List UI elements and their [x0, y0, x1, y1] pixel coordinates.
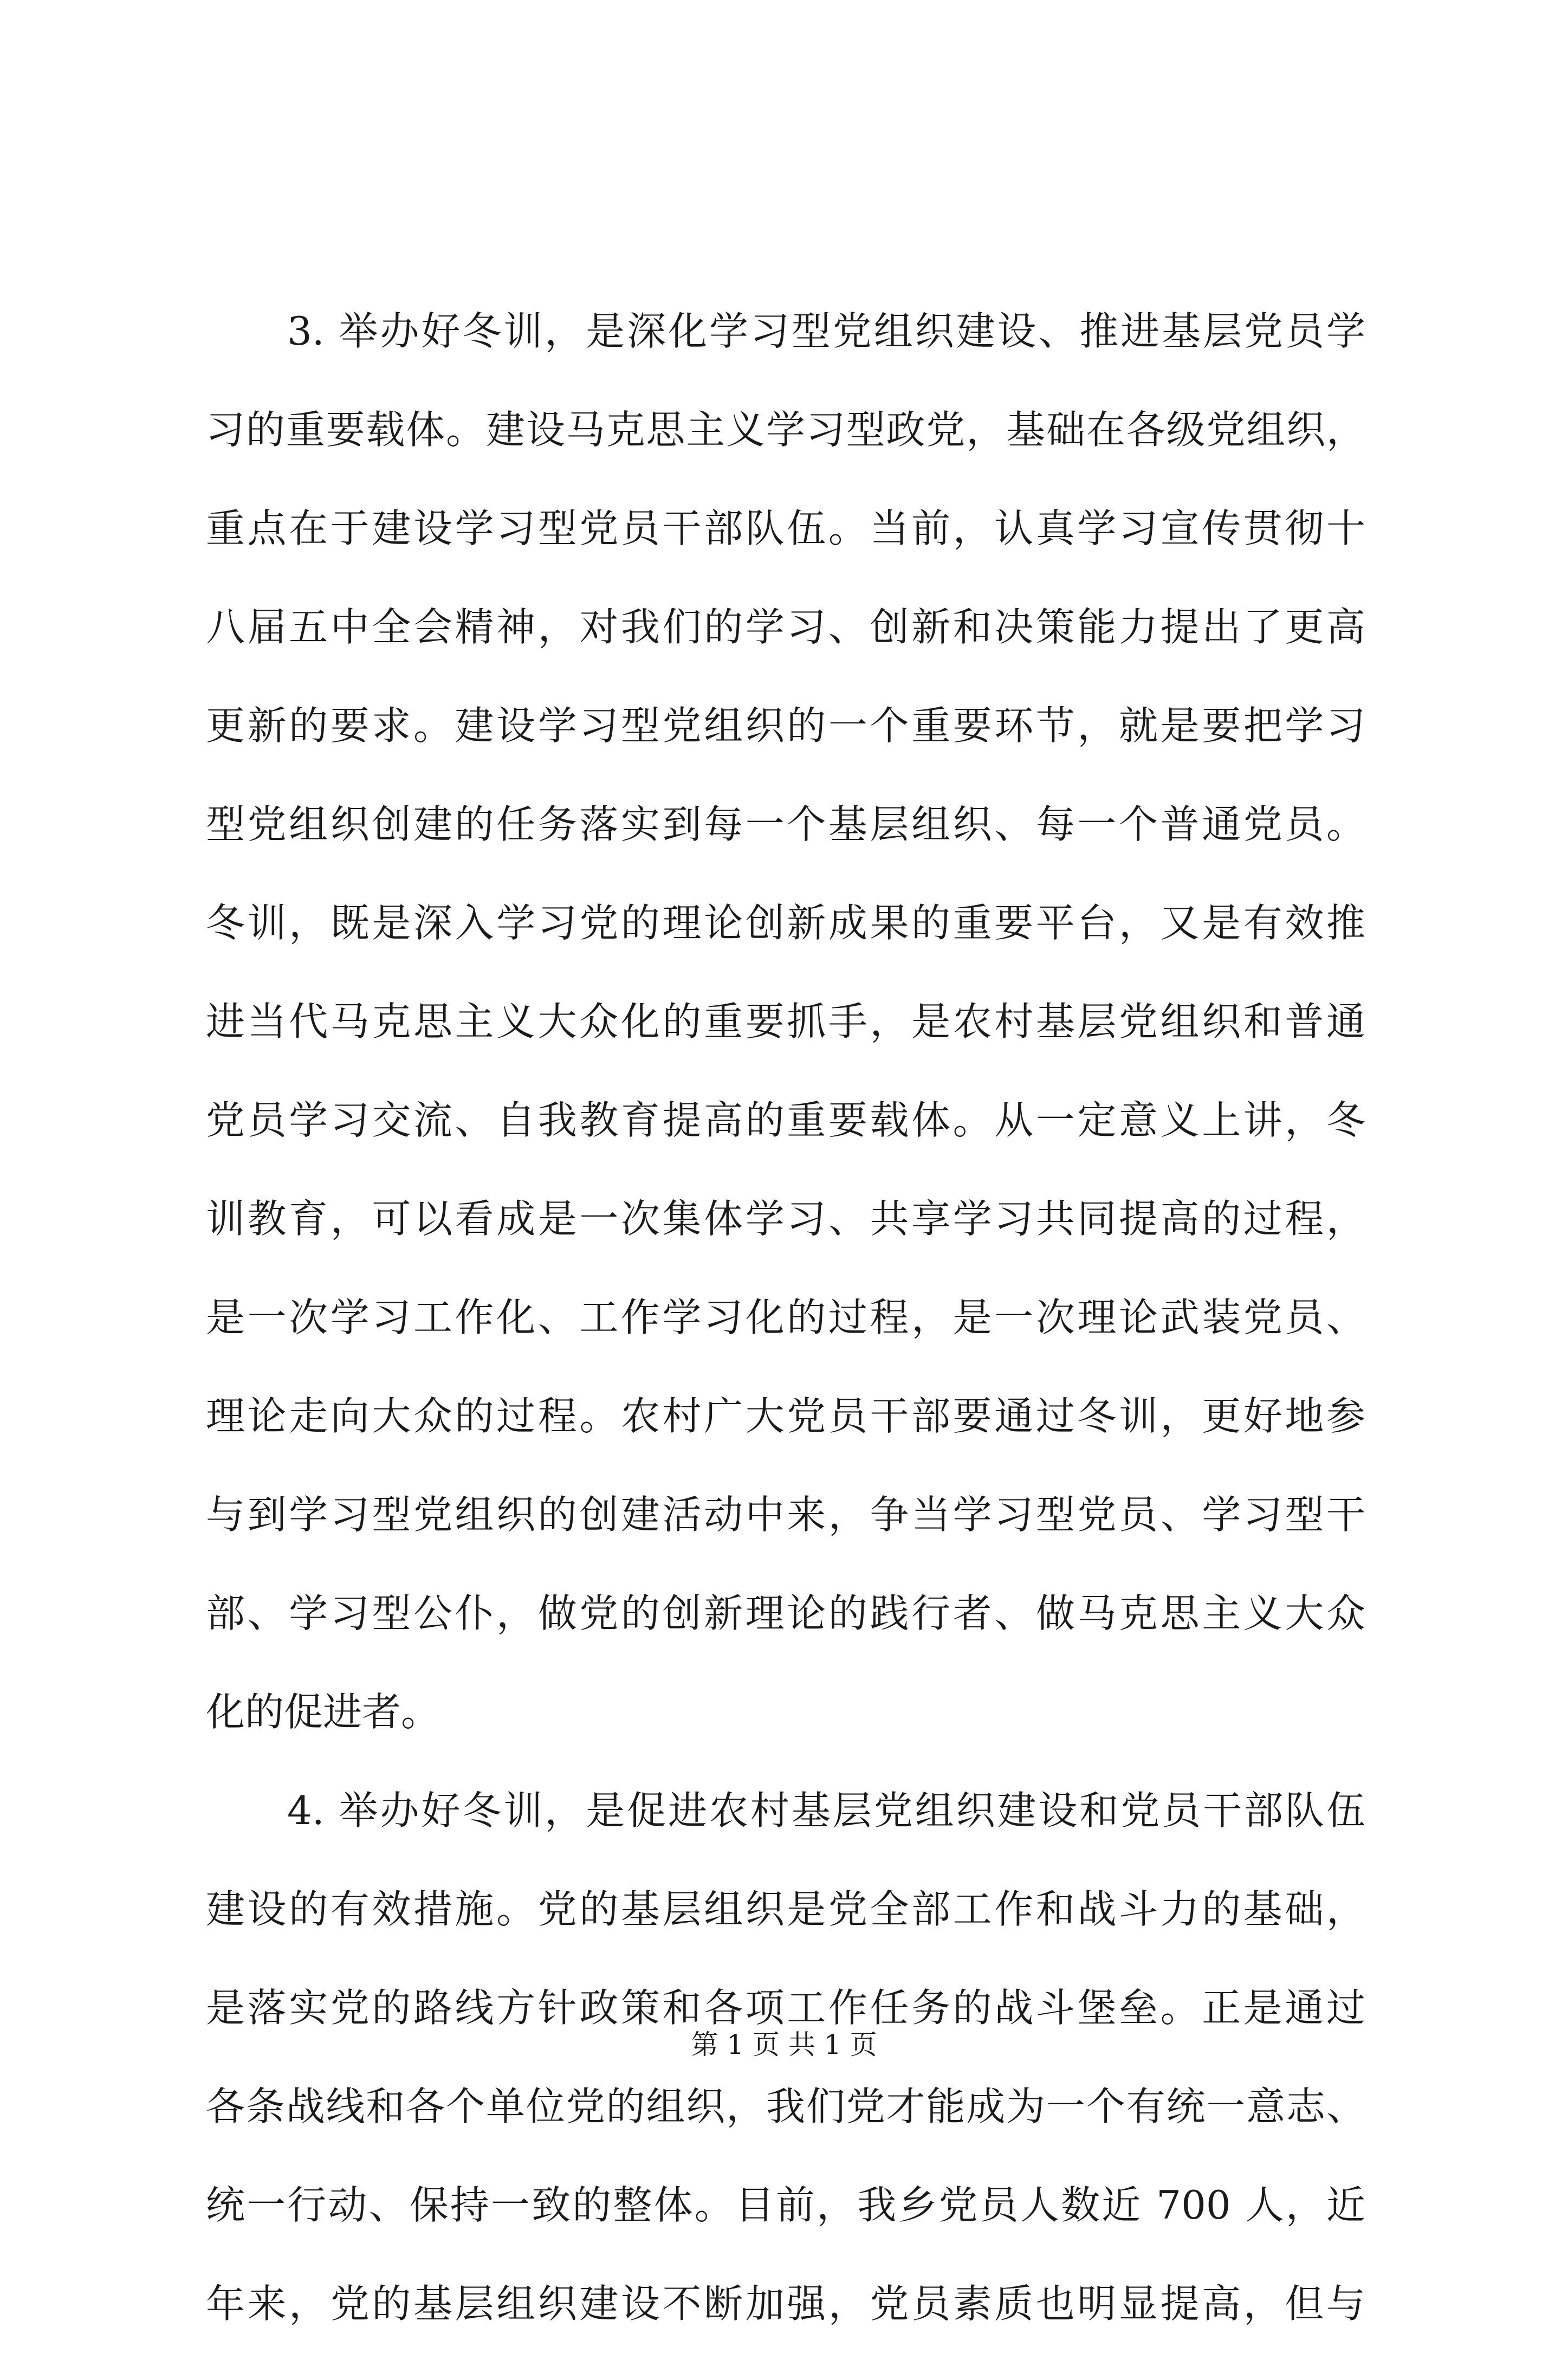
text-line: 重点在于建设学习型党员干部队伍。当前，认真学习宣传贯彻十 — [206, 506, 1365, 551]
text-line: 更新的要求。建设学习型党组织的一个重要环节，就是要把学习 — [206, 703, 1365, 748]
text-line: 统一行动、保持一致的整体。目前，我乡党员人数近 700 人，近 — [206, 2182, 1365, 2228]
text-line: 部、学习型公仆，做党的创新理论的践行者、做马克思主义大众 — [206, 1591, 1365, 1636]
text-line: 训教育，可以看成是一次集体学习、共享学习共同提高的过程， — [206, 1196, 1365, 1242]
text-line: 年来，党的基层组织建设不断加强，党员素质也明显提高，但与 — [206, 2281, 1365, 2326]
text-line: 习的重要载体。建设马克思主义学习型政党，基础在各级党组织， — [206, 407, 1365, 452]
paragraph-3 — [206, 282, 1365, 1761]
text-line: 是一次学习工作化、工作学习化的过程，是一次理论武装党员、 — [206, 1295, 1365, 1340]
text-line: 进当代马克思主义大众化的重要抓手，是农村基层党组织和普通 — [206, 999, 1365, 1044]
text-line: 八届五中全会精神，对我们的学习、创新和决策能力提出了更高 — [206, 604, 1365, 650]
text-line: 党员学习交流、自我教育提高的重要载体。从一定意义上讲，冬 — [206, 1097, 1365, 1143]
text-line: 4. 举办好冬训，是促进农村基层党组织建设和党员干部队伍 — [287, 1788, 1365, 1833]
text-line: 冬训，既是深入学习党的理论创新成果的重要平台，又是有效推 — [206, 900, 1365, 946]
text-line: 3. 举办好冬训，是深化学习型党组织建设、推进基层党员学 — [287, 308, 1365, 354]
text-line: 建设的有效措施。党的基层组织是党全部工作和战斗力的基础， — [206, 1886, 1365, 1932]
text-line: 化的促进者。 — [206, 1689, 440, 1735]
text-line: 是落实党的路线方针政策和各项工作任务的战斗堡垒。正是通过 — [206, 1985, 1365, 2031]
text-line: 与到学习型党组织的创建活动中来，争当学习型党员、学习型干 — [206, 1492, 1365, 1537]
text-line: 型党组织创建的任务落实到每一个基层组织、每一个普通党员。 — [206, 801, 1365, 847]
text-line: 理论走向大众的过程。农村广大党员干部要通过冬训，更好地参 — [206, 1393, 1365, 1439]
text-line: 各条战线和各个单位党的组织，我们党才能成为一个有统一意志、 — [206, 2084, 1365, 2129]
page-number-footer: 第 1 页 共 1 页 — [691, 2029, 877, 2060]
